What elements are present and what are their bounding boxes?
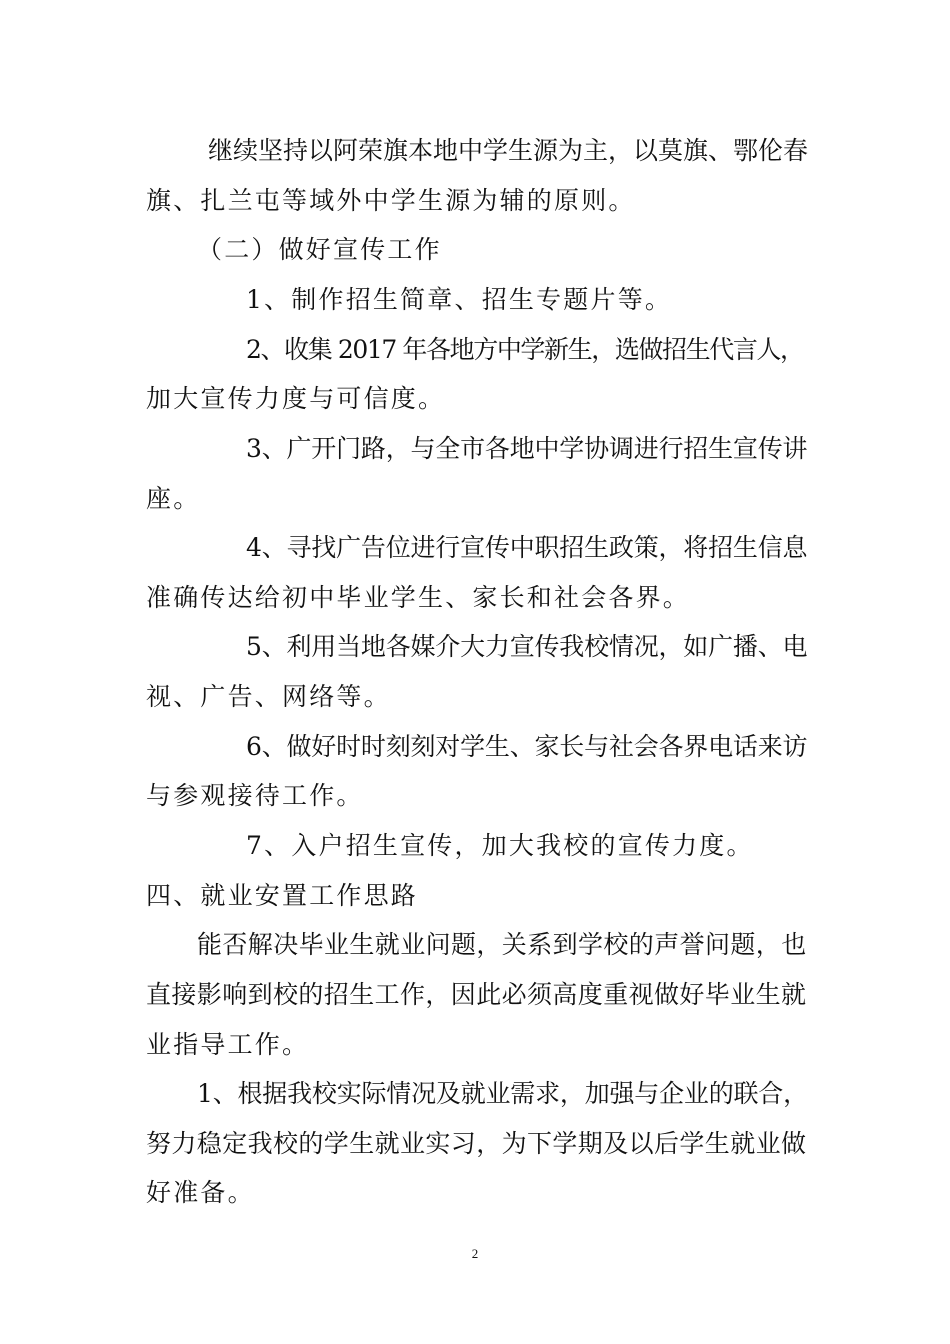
- paragraph-line: 直接影响到校的招生工作，因此必须高度重视做好毕业生就: [146, 980, 807, 1009]
- list-item: 1、根据我校实际情况及就业需求，加强与企业的联合，: [197, 1079, 808, 1108]
- section-heading: 四、就业安置工作思路: [146, 881, 419, 910]
- list-item-continuation: 与参观接待工作。: [146, 781, 364, 810]
- list-item-continuation: 好准备。: [146, 1178, 255, 1207]
- list-item: 5、利用当地各媒介大力宣传我校情况，如广播、电: [246, 632, 808, 661]
- list-item: 2、收集 2017 年各地方中学新生，选做招生代言人，: [246, 335, 804, 364]
- list-item: 6、做好时时刻刻对学生、家长与社会各界电话来访: [246, 732, 808, 761]
- list-item: 4、寻找广告位进行宣传中职招生政策，将招生信息: [246, 533, 808, 562]
- list-item-continuation: 加大宣传力度与可信度。: [146, 384, 446, 413]
- paragraph-line: 能否解决毕业生就业问题，关系到学校的声誉问题，也: [197, 930, 807, 959]
- list-item: 3、广开门路，与全市各地中学协调进行招生宣传讲: [246, 434, 808, 463]
- list-item: 7、入户招生宣传，加大我校的宣传力度。: [246, 831, 754, 860]
- list-item-continuation: 准确传达给初中毕业学生、家长和社会各界。: [146, 583, 691, 612]
- page-number: 2: [471, 1246, 479, 1261]
- list-item-continuation: 座。: [146, 484, 201, 513]
- list-item: 1、制作招生简章、招生专题片等。: [246, 285, 673, 314]
- list-item-continuation: 努力稳定我校的学生就业实习，为下学期及以后学生就业做: [146, 1129, 807, 1158]
- paragraph-line: 业指导工作。: [146, 1030, 310, 1059]
- list-item-continuation: 视、广告、网络等。: [146, 682, 391, 711]
- paragraph-line: 旗、扎兰屯等域外中学生源为辅的原则。: [146, 186, 636, 215]
- paragraph-line: 继续坚持以阿荣旗本地中学生源为主，以莫旗、鄂伦春: [208, 136, 809, 165]
- section-heading: （二）做好宣传工作: [197, 235, 442, 264]
